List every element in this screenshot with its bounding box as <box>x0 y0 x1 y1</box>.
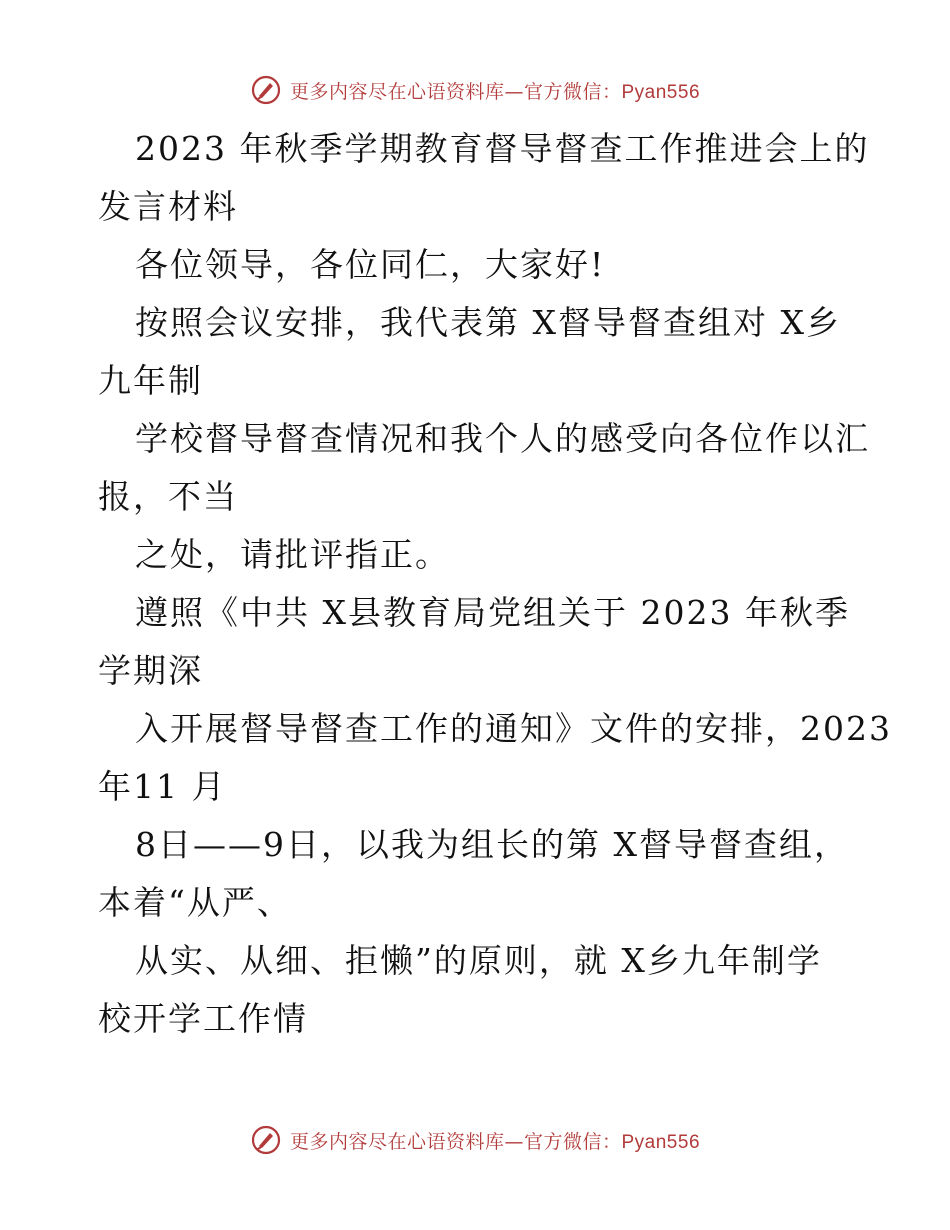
document-line: 校开学工作情 <box>98 999 308 1038</box>
header-watermark <box>0 70 950 110</box>
watermark-text <box>290 1127 700 1154</box>
quill-pen-logo-icon <box>250 74 282 106</box>
document-line: 年11 月 <box>98 767 227 806</box>
document-line: 各位领导，各位同仁，大家好! <box>135 245 606 284</box>
document-line: 8日——9日，以我为组长的第 X督导督查组， <box>135 825 849 864</box>
document-line: 从实、从细、拒懒”的原则，就 X乡九年制学 <box>135 941 822 980</box>
document-line: 学期深 <box>98 651 203 690</box>
watermark-wechat-id: Pyan556 <box>621 1131 701 1153</box>
watermark-text <box>290 77 700 104</box>
watermark-wechat-id: Pyan556 <box>621 81 701 103</box>
document-line: 之处，请批评指正。 <box>135 535 450 574</box>
watermark-label: 更多内容尽在心语资料库—官方微信： <box>289 1130 622 1153</box>
document-line: 学校督导督查情况和我个人的感受向各位作以汇 <box>135 419 870 458</box>
document-line: 入开展督导督查工作的通知》文件的安排，2023 <box>135 709 892 748</box>
document-line: 本着“从严、 <box>98 883 292 922</box>
document-line: 按照会议安排，我代表第 X督导督查组对 X乡 <box>135 303 841 342</box>
document-line: 九年制 <box>98 361 203 400</box>
document-line: 报，不当 <box>98 477 238 516</box>
document-line: 遵照《中共 X县教育局党组关于 2023 年秋季 <box>135 593 850 632</box>
quill-pen-logo-icon <box>250 1124 282 1156</box>
document-line: 发言材料 <box>98 187 238 226</box>
footer-watermark <box>0 1120 950 1160</box>
watermark-label: 更多内容尽在心语资料库—官方微信： <box>289 80 622 103</box>
document-body <box>98 120 892 1048</box>
document-line: 2023 年秋季学期教育督导督查工作推进会上的 <box>135 129 870 168</box>
